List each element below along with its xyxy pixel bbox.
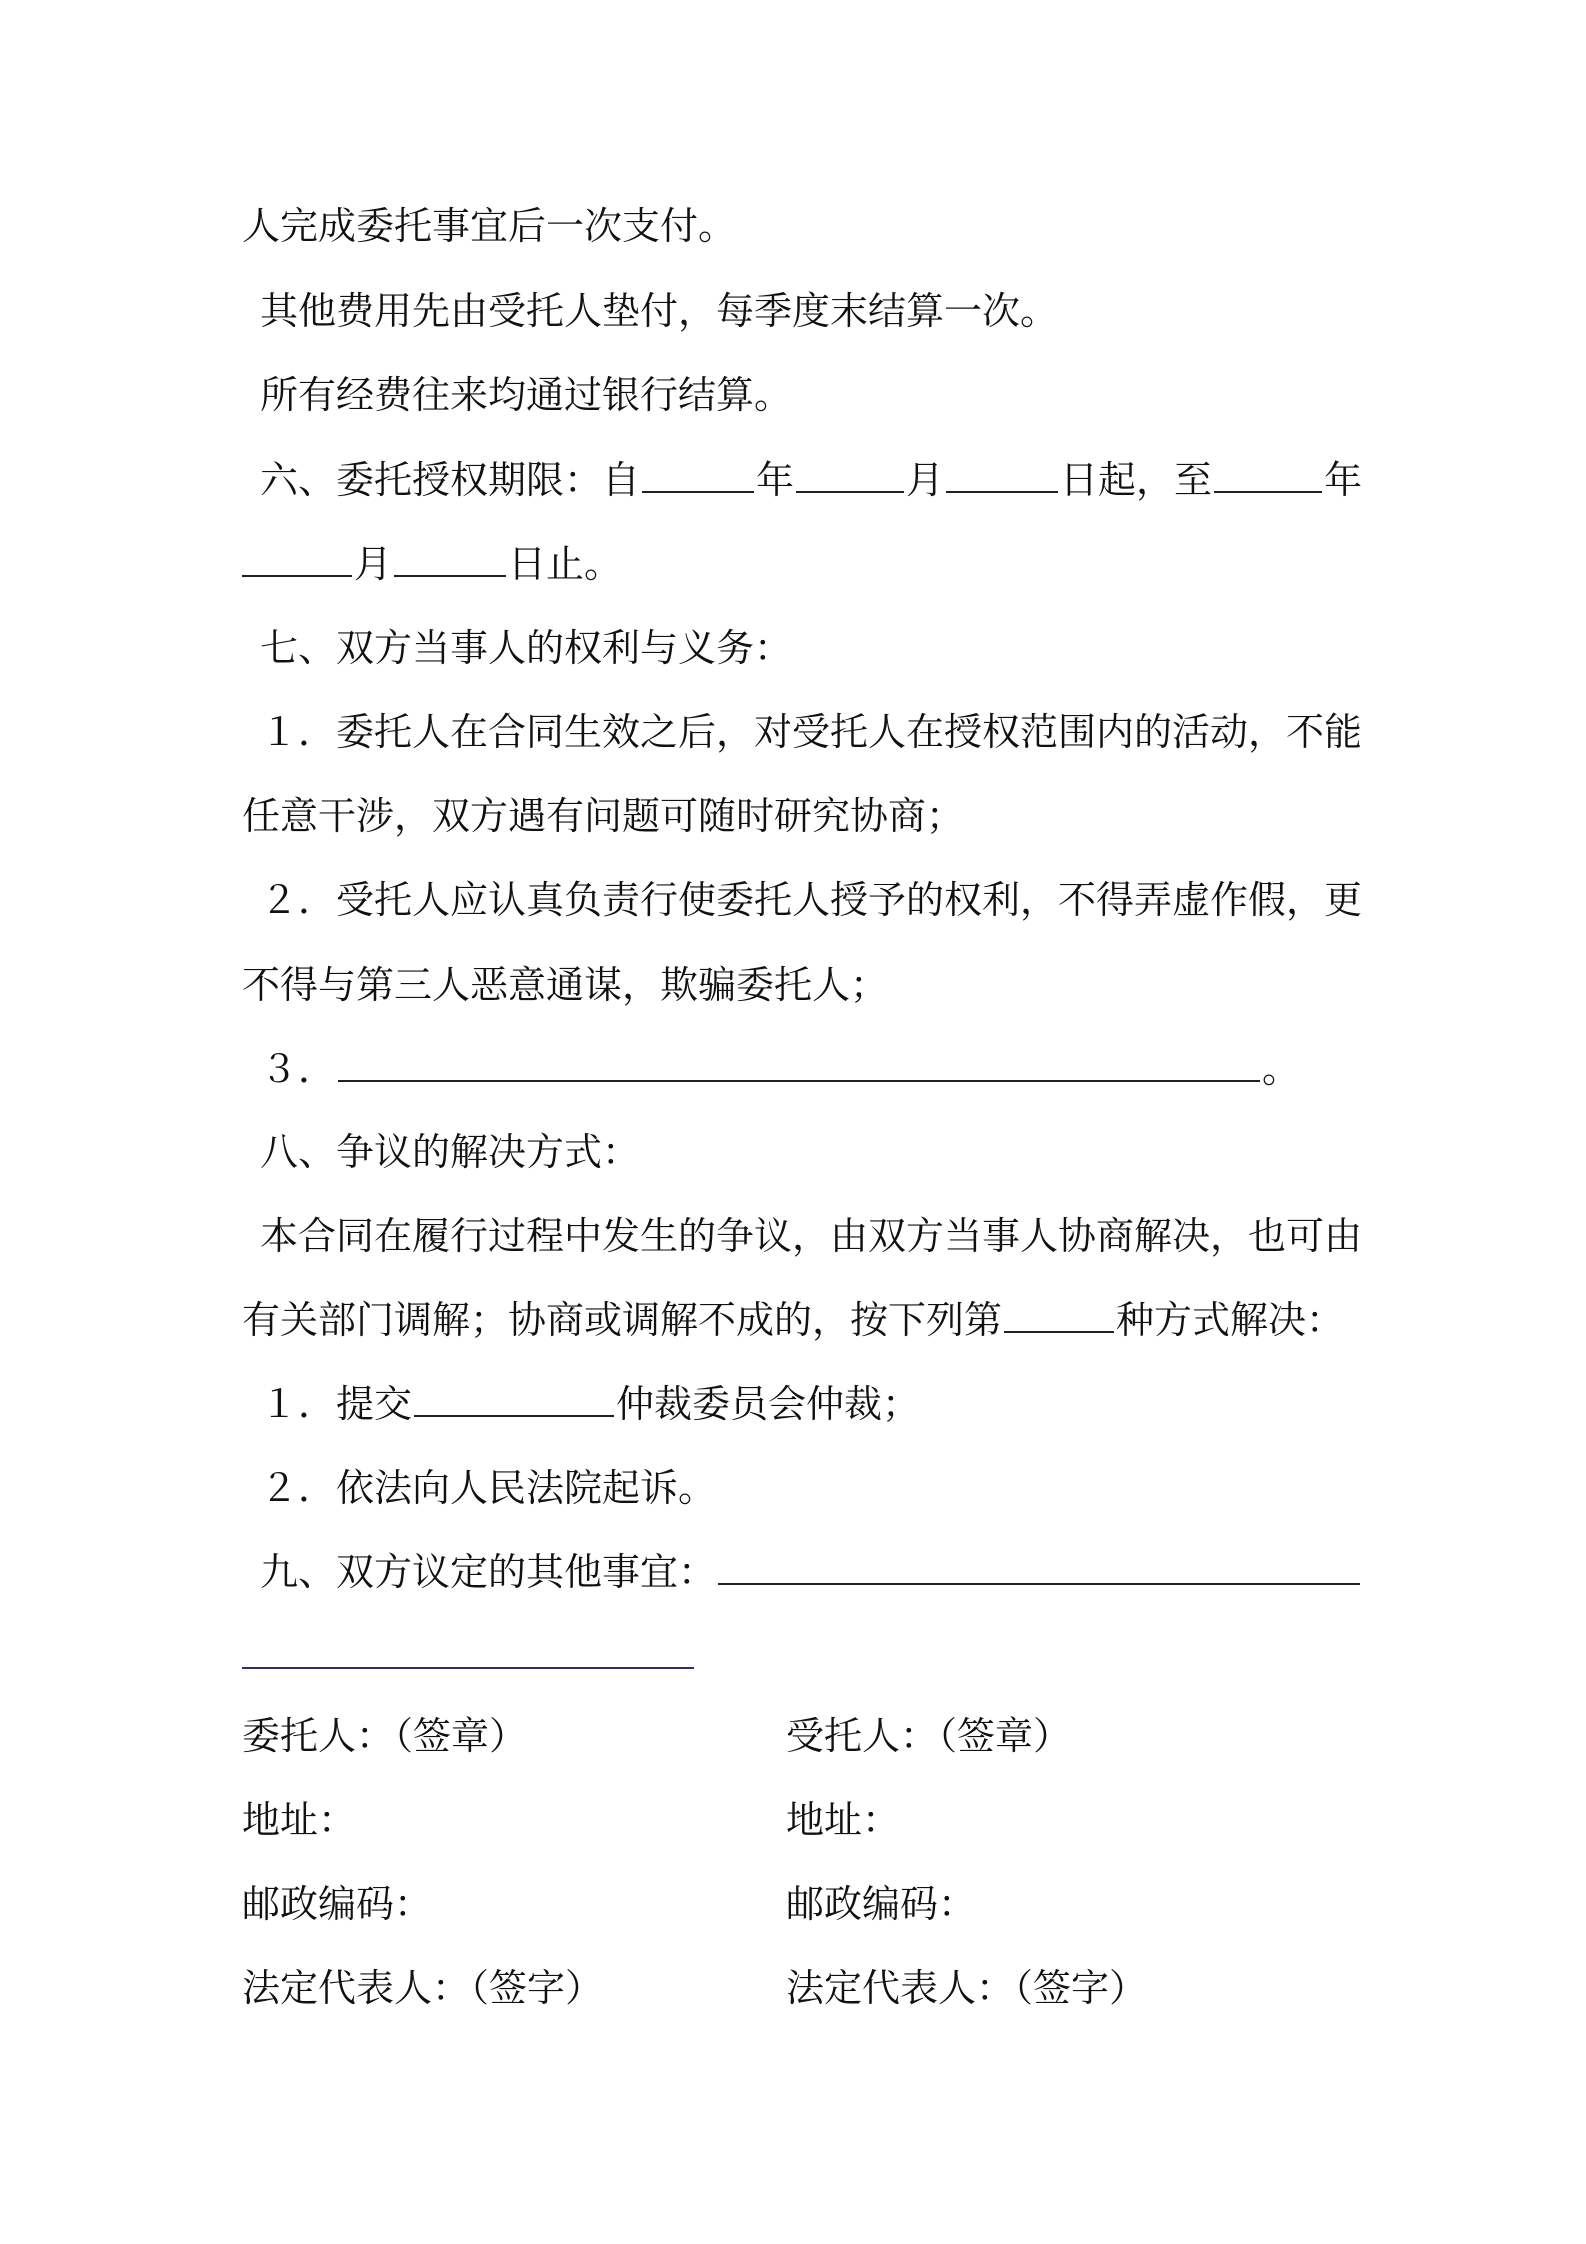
clause-7-2-line2: 不得与第三人恶意通谋，欺骗委托人； [242, 963, 889, 1007]
principal-legal-rep: 法定代表人：（签字） [242, 1966, 604, 2010]
payment-text: 人完成委托事宜后一次支付。 [242, 204, 737, 248]
clause-number: ３． [260, 1047, 337, 1091]
other-matters-blank[interactable] [718, 1579, 1360, 1585]
dispute-method-label: 有关部门调解；协商或调解不成的，按下列第 [242, 1298, 1003, 1342]
arbitration-commission-blank[interactable] [414, 1411, 614, 1417]
arbitration-label: １．提交 [260, 1382, 413, 1426]
method-number-blank[interactable] [1004, 1327, 1114, 1333]
period-mark: 。 [1262, 1047, 1301, 1091]
start-month-blank[interactable] [796, 487, 904, 493]
other-fees-text: 其他费用先由受托人垫付，每季度末结算一次。 [260, 289, 1059, 333]
principal-signature: 委托人：（签章） [242, 1714, 528, 1758]
method-text: 种方式解决： [1116, 1298, 1345, 1342]
end-month-blank[interactable] [242, 571, 352, 577]
agent-address: 地址： [786, 1798, 901, 1842]
clause-7-2-line1: ２．受托人应认真负责行使委托人授予的权利，不得弄虚作假，更 [260, 878, 1363, 922]
dispute-text-line2 [242, 1296, 1344, 1344]
agent-postcode: 邮政编码： [786, 1882, 977, 1926]
authorization-period-label: 六、委托授权期限：自 [260, 458, 641, 502]
end-text: 日止。 [508, 542, 623, 586]
other-matters-line [260, 1548, 1362, 1596]
year-text: 年 [756, 458, 795, 502]
clause-7-1-line2: 任意干涉，双方遇有问题可随时研究协商； [242, 794, 965, 838]
arbitration-option [260, 1380, 920, 1428]
bank-settlement-text: 所有经费往来均通过银行结算。 [260, 373, 793, 417]
end-day-blank[interactable] [394, 571, 506, 577]
authorization-period-end-line [242, 540, 622, 588]
month-text: 月 [906, 458, 945, 502]
month-text: 月 [354, 542, 393, 586]
year-text: 年 [1324, 458, 1363, 502]
arbitration-text: 仲裁委员会仲裁； [616, 1382, 921, 1426]
principal-address: 地址： [242, 1798, 357, 1842]
clause-7-3-blank[interactable] [338, 1076, 1260, 1082]
start-day-blank[interactable] [946, 487, 1058, 493]
other-matters-continuation-line[interactable] [242, 1667, 694, 1669]
agent-signature: 受托人：（签章） [786, 1714, 1072, 1758]
clause-7-1-line1: １．委托人在合同生效之后，对受托人在授权范围内的活动，不能 [260, 710, 1363, 754]
agent-legal-rep: 法定代表人：（签字） [786, 1966, 1148, 2010]
dispute-text-line1: 本合同在履行过程中发生的争议，由双方当事人协商解决，也可由 [260, 1214, 1363, 1258]
section-eight-heading: 八、争议的解决方式： [260, 1130, 641, 1174]
principal-postcode: 邮政编码： [242, 1882, 433, 1926]
clause-7-3-line [260, 1045, 1300, 1093]
end-year-blank[interactable] [1214, 487, 1322, 493]
lawsuit-option: ２．依法向人民法院起诉。 [260, 1466, 717, 1510]
section-seven-heading: 七、双方当事人的权利与义务： [260, 626, 793, 670]
start-year-blank[interactable] [642, 487, 754, 493]
from-to-text: 日起，至 [1060, 458, 1213, 502]
authorization-period-line [260, 456, 1362, 504]
other-matters-label: 九、双方议定的其他事宜： [260, 1550, 717, 1594]
